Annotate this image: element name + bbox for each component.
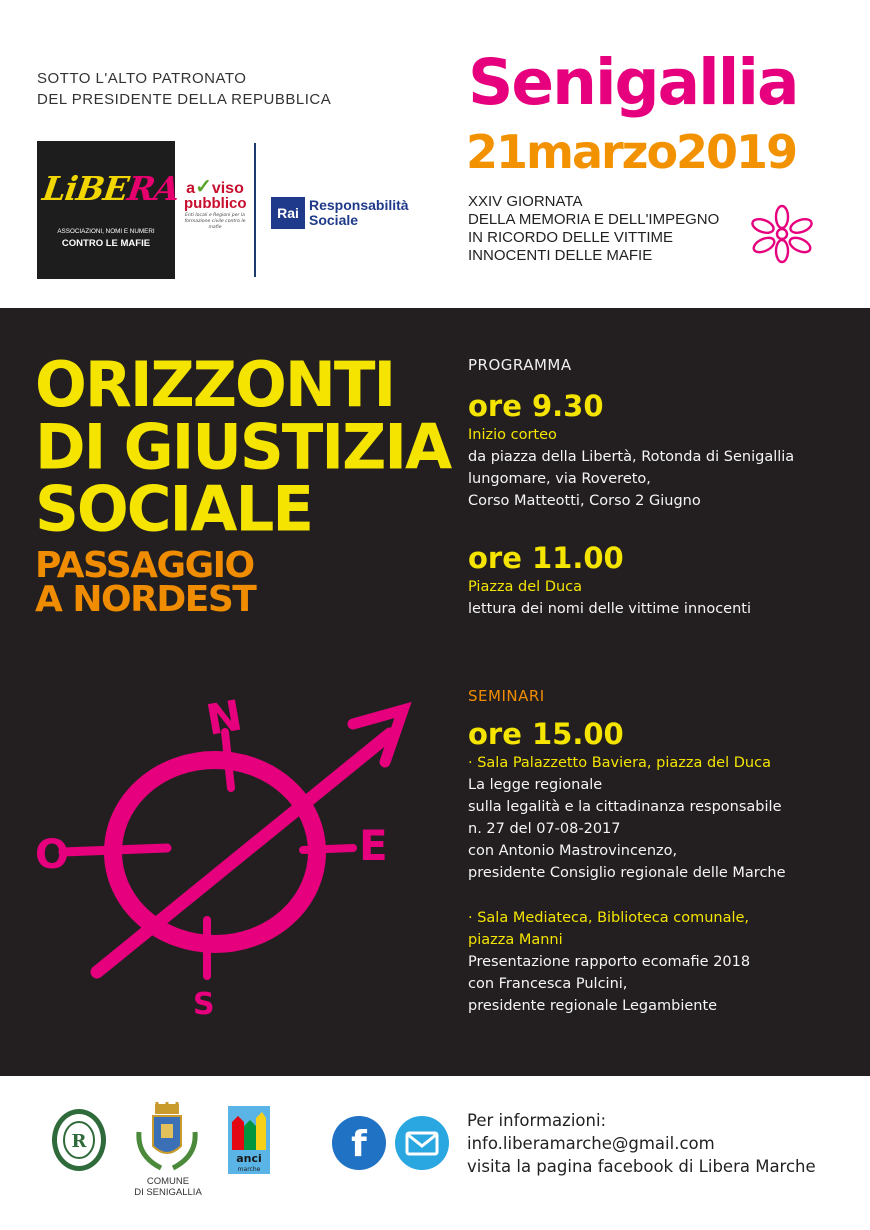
event-place: Piazza del Duca <box>468 579 583 595</box>
seminar-desc-line: La legge regionale <box>468 777 603 793</box>
comune-line-2: DI SENIGALLIA <box>134 1187 202 1198</box>
avviso-tagline: Enti locali e Regioni per la formazione civile contro le mafie <box>184 213 246 230</box>
subheadline-line-2: A NORDEST <box>35 579 256 620</box>
seminar-time: ore 15.00 <box>468 717 624 751</box>
event-desc-line: da piazza della Libertà, Rotonda di Senigallia <box>468 449 795 465</box>
flower-icon <box>746 204 818 264</box>
avviso-prefix: a <box>186 180 196 197</box>
seminar-place: piazza Manni <box>468 932 563 948</box>
compass-letter-e: E <box>359 821 388 870</box>
compass-letter-s: S <box>193 987 215 1020</box>
anci-marche-logo <box>228 1106 270 1174</box>
event-desc-line: Corso Matteotti, Corso 2 Giugno <box>468 493 701 509</box>
event-headline <box>35 349 451 546</box>
giornata-line: IN RICORDO DELLE VITTIME <box>468 229 674 246</box>
event-item <box>468 540 858 620</box>
compass-illustration <box>35 680 425 1020</box>
info-email-link[interactable]: info.liberamarche@gmail.com <box>467 1134 715 1153</box>
compass-letter-n: N <box>202 690 246 745</box>
seminar-desc-line: Presentazione rapporto ecomafie 2018 <box>468 954 751 970</box>
anci-text: anci <box>236 1152 262 1165</box>
patronage-line-1: SOTTO L'ALTO PATRONATO <box>37 70 247 87</box>
headline-line-3: SOCIALE <box>35 473 313 546</box>
seminari-block <box>468 687 858 705</box>
rai-badge: Rai <box>271 197 305 229</box>
event-subheadline <box>35 545 256 620</box>
giornata-line: DELLA MEMORIA E DELL'IMPEGNO <box>468 211 720 228</box>
event-date: 21marzo2019 <box>466 125 797 179</box>
check-icon: ✓ <box>195 176 212 198</box>
programma-block <box>468 356 858 374</box>
subheadline-line-1: PASSAGGIO <box>35 545 254 586</box>
compass-east-tick <box>303 848 353 850</box>
compass-letter-o: O <box>35 832 70 878</box>
seminar-place: · Sala Mediateca, Biblioteca comunale, <box>468 910 750 926</box>
patronage-text <box>37 68 331 110</box>
avviso-pubblico-logo <box>184 176 247 231</box>
giornata-line: XXIV GIORNATA <box>468 193 583 210</box>
seminar-desc-line: presidente regionale Legambiente <box>468 998 718 1014</box>
event-desc-line: lungomare, via Rovereto, <box>468 471 651 487</box>
libera-tagline-2: CONTRO LE MAFIE <box>61 238 151 249</box>
headline-line-1: ORIZZONTI <box>35 349 395 422</box>
compass-west-tick <box>63 848 167 852</box>
event-desc-line: lettura dei nomi delle vittime innocenti <box>468 601 752 617</box>
libera-logo <box>37 141 182 279</box>
seminar-desc-line: con Antonio Mastrovincenzo, <box>468 843 678 859</box>
seminar-place: · Sala Palazzetto Baviera, piazza del Duca <box>468 755 771 771</box>
event-time: ore 11.00 <box>468 541 624 575</box>
rai-text <box>309 198 449 228</box>
libera-tagline-1: ASSOCIAZIONI, NOMI E NUMERI <box>57 228 155 235</box>
avviso-word <box>184 176 246 198</box>
pubblico-word: pubblico <box>184 195 247 212</box>
anci-subtext: marche <box>237 1166 261 1173</box>
contact-info <box>467 1109 816 1178</box>
rai-line-1: Responsabilità <box>309 197 409 213</box>
svg-text:R: R <box>71 1131 87 1152</box>
event-time: ore 9.30 <box>468 389 604 423</box>
info-title: Per informazioni: <box>467 1111 607 1130</box>
city-title: Senigallia <box>468 46 798 119</box>
logo-divider <box>254 143 256 277</box>
seminar-item <box>468 907 858 1017</box>
seminar-desc-line: presidente Consiglio regionale delle Marche <box>468 865 786 881</box>
seminar-desc-line: con Francesca Pulcini, <box>468 976 628 992</box>
rai-line-2: Sociale <box>309 212 359 228</box>
seminar-item <box>468 716 858 884</box>
seminar-desc-line: n. 27 del 07-08-2017 <box>468 821 621 837</box>
headline-line-2: DI GIUSTIZIA <box>35 411 451 484</box>
comune-line-1: COMUNE <box>146 1176 190 1187</box>
seminari-label: SEMINARI <box>468 687 545 705</box>
program-section <box>0 308 870 1076</box>
avviso-suffix: viso <box>211 180 244 197</box>
facebook-glyph: f <box>351 1124 367 1165</box>
libera-wordmark <box>40 169 181 208</box>
comune-label <box>128 1176 208 1198</box>
giornata-text <box>468 193 719 265</box>
facebook-icon[interactable] <box>331 1115 387 1171</box>
consiglio-regionale-seal-icon <box>50 1107 108 1173</box>
programma-label: PROGRAMMA <box>468 356 572 374</box>
patronage-line-2: DEL PRESIDENTE DELLA REPUBBLICA <box>37 91 332 108</box>
mail-icon[interactable] <box>394 1115 450 1171</box>
info-facebook-text: visita la pagina facebook di Libera Marche <box>467 1157 816 1176</box>
footer-section <box>0 1076 870 1230</box>
comune-crest-icon <box>131 1102 203 1174</box>
event-item <box>468 388 858 512</box>
header-section <box>0 0 870 308</box>
giornata-line: INNOCENTI DELLE MAFIE <box>468 247 653 264</box>
libera-word-accent: RA <box>125 169 182 208</box>
libera-word-main: LiBE <box>40 169 131 208</box>
seminar-desc-line: sulla legalità e la cittadinanza responsabile <box>468 799 782 815</box>
event-place: Inizio corteo <box>468 427 557 443</box>
